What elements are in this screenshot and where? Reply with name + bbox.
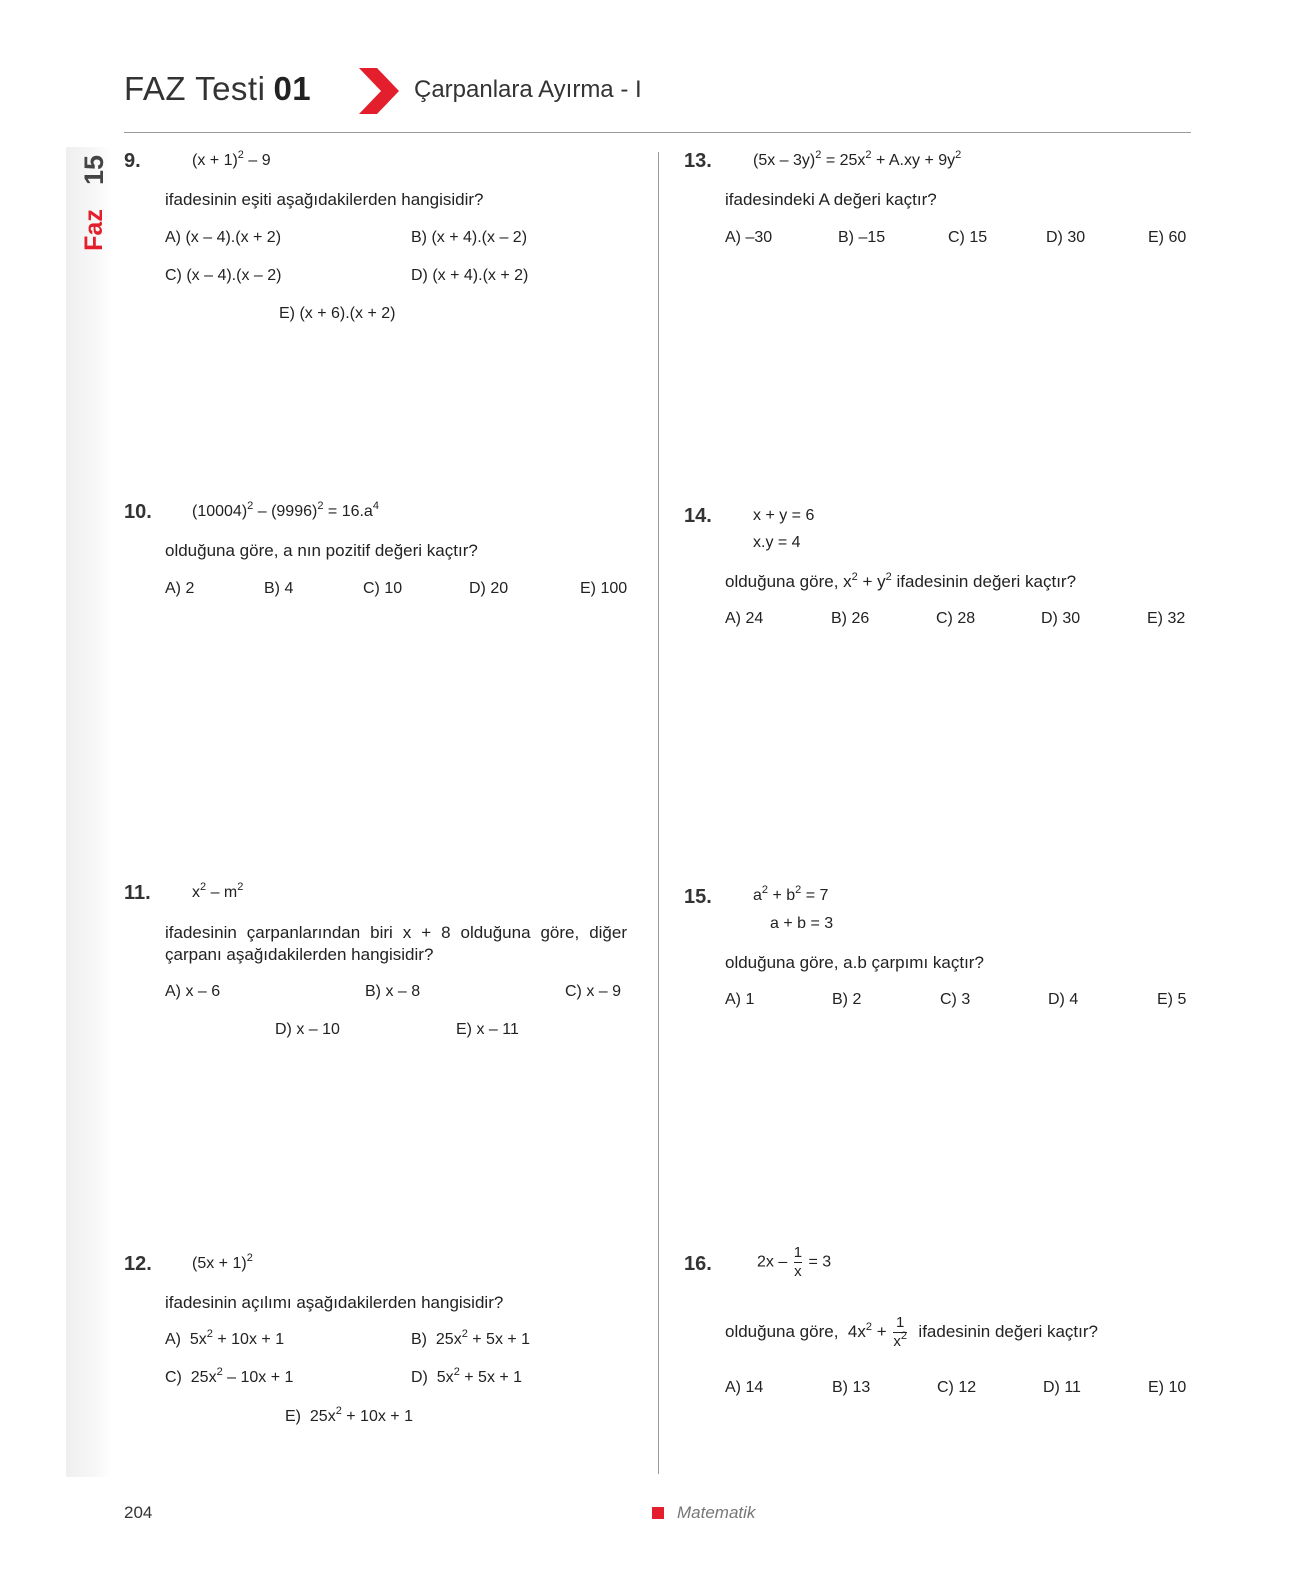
q16-option-a[interactable]: A) 14 bbox=[725, 1379, 764, 1396]
q12-option-b-label: B) bbox=[411, 1331, 427, 1348]
q13-option-d[interactable]: D) 30 bbox=[1046, 229, 1086, 246]
header-divider bbox=[124, 132, 1191, 133]
q11-option-e[interactable]: E) x – 11 bbox=[456, 1021, 519, 1038]
chevron-right-icon bbox=[357, 68, 401, 114]
q12-number: 12. bbox=[124, 1253, 152, 1275]
q11-number: 11. bbox=[124, 882, 151, 904]
q15-line1: $a^2 + b^2 = 7$ bbox=[753, 884, 829, 904]
q14-option-d[interactable]: D) 30 bbox=[1041, 610, 1081, 627]
q12-option-c-label: C) bbox=[165, 1369, 182, 1386]
q14-option-e[interactable]: E) 32 bbox=[1147, 610, 1186, 627]
q11-option-b[interactable]: B) x – 8 bbox=[365, 983, 421, 1000]
q11-option-a[interactable]: A) x – 6 bbox=[165, 983, 221, 1000]
q13-option-e[interactable]: E) 60 bbox=[1148, 229, 1187, 246]
side-number: 15 bbox=[78, 154, 109, 186]
q15-option-c[interactable]: C) 3 bbox=[940, 991, 971, 1008]
topic-title: Çarpanlara Ayırma - I bbox=[414, 76, 642, 103]
q10-option-d[interactable]: D) 20 bbox=[469, 580, 509, 597]
q13-number: 13. bbox=[684, 150, 712, 172]
q16-number: 16. bbox=[684, 1253, 712, 1275]
q9-option-c[interactable]: C) (x – 4).(x – 2) bbox=[165, 267, 282, 284]
q14-option-c[interactable]: C) 28 bbox=[936, 610, 976, 627]
q15-number: 15. bbox=[684, 886, 712, 908]
q16-option-d[interactable]: D) 11 bbox=[1043, 1379, 1081, 1396]
q13-stem: ifadesindeki A değeri kaçtır? bbox=[725, 190, 937, 209]
q9-option-d[interactable]: D) (x + 4).(x + 2) bbox=[411, 267, 529, 284]
q14-stem: olduğuna göre, $x^2 + y^2$ ifadesinin değeri kaçtır? bbox=[725, 571, 1077, 591]
q9-option-e[interactable]: E) (x + 6).(x + 2) bbox=[279, 305, 396, 322]
q13-option-b[interactable]: B) –15 bbox=[838, 229, 886, 246]
subject-marker-icon bbox=[652, 1507, 664, 1519]
q9-number: 9. bbox=[124, 150, 141, 172]
q15-option-d[interactable]: D) 4 bbox=[1048, 991, 1079, 1008]
q9-option-a[interactable]: A) (x – 4).(x + 2) bbox=[165, 229, 282, 246]
q9-stem: ifadesinin eşiti aşağıdakilerden hangisidir? bbox=[165, 190, 484, 209]
q16-option-c[interactable]: C) 12 bbox=[937, 1379, 977, 1396]
q10-number: 10. bbox=[124, 501, 152, 523]
q14-option-b[interactable]: B) 26 bbox=[831, 610, 870, 627]
q12-option-a-label: A) bbox=[165, 1331, 181, 1348]
q12-option-b[interactable]: B) $25x^2 + 5x + 1$ bbox=[411, 1328, 531, 1348]
q14-line1: x + y = 6 bbox=[753, 507, 815, 524]
q11-stem: ifadesinin çarpanlarından biri x + 8 olduğuna göre, diğer çarpanı aşağıdakilerden hangisidir? bbox=[165, 923, 627, 964]
q12-option-e-label: E) bbox=[285, 1408, 301, 1425]
q12-option-d[interactable]: D) $5x^2 + 5x + 1$ bbox=[411, 1366, 523, 1386]
q12-option-a[interactable]: A) $5x^2 + 10x + 1$ bbox=[165, 1328, 285, 1348]
q12-option-e[interactable]: E) $25x^2 + 10x + 1$ bbox=[285, 1405, 413, 1425]
q15-line2: a + b = 3 bbox=[770, 915, 834, 932]
q12-expression: $(5x + 1)^2$ bbox=[192, 1252, 253, 1272]
q14-option-a[interactable]: A) 24 bbox=[725, 610, 764, 627]
q15-option-a[interactable]: A) 1 bbox=[725, 991, 755, 1008]
q16-option-e[interactable]: E) 10 bbox=[1148, 1379, 1187, 1396]
q12-stem: ifadesinin açılımı aşağıdakilerden hangisidir? bbox=[165, 1293, 504, 1312]
q9-expression: $(x + 1)^2 - 9$ bbox=[192, 149, 271, 169]
q12-option-c[interactable]: C) $25x^2 - 10x + 1$ bbox=[165, 1366, 294, 1386]
q10-option-e[interactable]: E) 100 bbox=[580, 580, 628, 597]
page-number: 204 bbox=[124, 1503, 153, 1522]
side-label bbox=[70, 150, 110, 260]
q10-expression: $(10004)^2 - (9996)^2 = 16.a^4$ bbox=[192, 500, 379, 520]
side-band bbox=[66, 147, 112, 1477]
q10-stem: olduğuna göre, a nın pozitif değeri kaçtır? bbox=[165, 541, 478, 560]
q13-option-a[interactable]: A) –30 bbox=[725, 229, 773, 246]
q9-option-b[interactable]: B) (x + 4).(x – 2) bbox=[411, 229, 528, 246]
q11-option-d[interactable]: D) x – 10 bbox=[275, 1021, 340, 1038]
q16-expression: 2x – $\frac{1}{x}$ = 3 bbox=[757, 1244, 832, 1280]
q10-option-a[interactable]: A) 2 bbox=[165, 580, 195, 597]
side-brand-logo: Faz bbox=[79, 209, 108, 251]
q11-option-c[interactable]: C) x – 9 bbox=[565, 983, 622, 1000]
q15-option-e[interactable]: E) 5 bbox=[1157, 991, 1187, 1008]
q15-stem: olduğuna göre, a.b çarpımı kaçtır? bbox=[725, 953, 984, 972]
q16-option-b[interactable]: B) 13 bbox=[832, 1379, 871, 1396]
test-title bbox=[124, 70, 311, 108]
q16-stem: olduğuna göre, $4x^2$ + $\frac{1}{x^2}$ ifadesinin değeri kaçtır? bbox=[725, 1314, 1098, 1350]
q13-expression: $(5x - 3y)^2 = 25x^2 + A.xy + 9y^2$ bbox=[753, 149, 962, 169]
q14-number: 14. bbox=[684, 505, 712, 527]
q15-option-b[interactable]: B) 2 bbox=[832, 991, 862, 1008]
q12-option-d-label: D) bbox=[411, 1369, 428, 1386]
q13-option-c[interactable]: C) 15 bbox=[948, 229, 988, 246]
q14-line2: x.y = 4 bbox=[753, 534, 801, 551]
q11-expression: $x^2 - m^2$ bbox=[192, 881, 244, 901]
subject-label: Matematik bbox=[677, 1503, 756, 1522]
column-divider bbox=[658, 152, 659, 1474]
test-number: 01 bbox=[273, 70, 312, 107]
q10-option-b[interactable]: B) 4 bbox=[264, 580, 294, 597]
q10-option-c[interactable]: C) 10 bbox=[363, 580, 403, 597]
test-label: FAZ Testi bbox=[124, 70, 266, 107]
